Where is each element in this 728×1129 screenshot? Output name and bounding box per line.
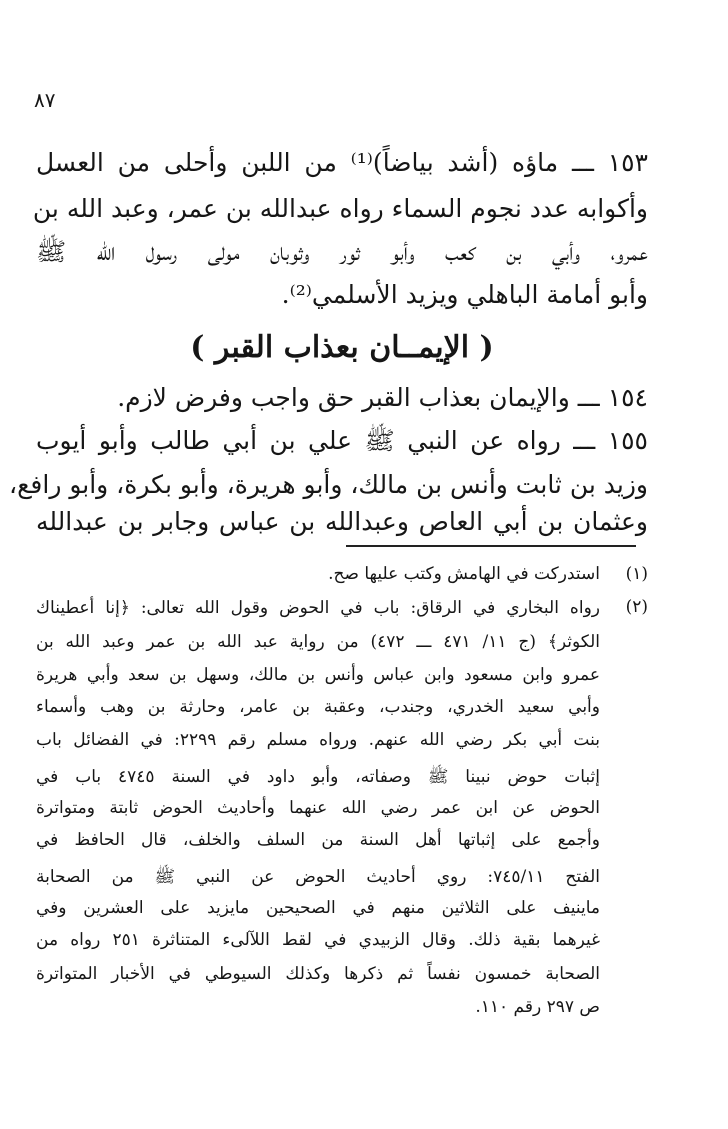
text-line: عمرو، وأبي بن كعب وأبو ثور وثوبان مولى رسول الله ﷺ <box>36 237 648 266</box>
footnote-number: (٢) <box>625 597 648 617</box>
footnote-line: استدركت في الهامش وكتب عليها صح. <box>328 564 600 584</box>
footnote-row <box>36 898 648 924</box>
text-line: وأكوابه عدد نجوم السماء رواه عبدالله بن عمر، وعبد الله بن <box>32 194 648 223</box>
footnote-line: وأجمع على إثباتها أهل السنة من السلف والخلف، قال الحافظ في <box>36 830 600 850</box>
footnote-divider <box>346 545 636 547</box>
footnote-line: عمرو وابن مسعود وابن عباس وأنس بن مالك، وسهل بن سعد وأبي هريرة <box>36 665 600 685</box>
footnote-line: ص ٢٩٧ رقم ١١٠. <box>475 997 600 1017</box>
text-line: وزيد بن ثابت وأنس بن مالك، وأبو هريرة، وأبو بكرة، وأبو رافع، <box>9 470 648 499</box>
footnote-line: رواه البخاري في الرقاق: باب في الحوض وقول الله تعالى: ﴿إنا أعطيناك <box>36 598 600 618</box>
footnote-line: غيرهما بقية ذلك. وقال الزبيدي في لقط اللآلىء المتناثرة ٢٥١ رواه من <box>36 930 600 950</box>
text-line: وعثمان بن أبي العاص وعبدالله بن عباس وجابر بن عبدالله <box>36 507 648 536</box>
footnote-row <box>36 964 648 990</box>
footnote-line: وأبي سعيد الخدري، وجندب، وعقبة بن عامر، وحارثة بن وهب وأسماء <box>36 697 600 717</box>
footnote-number: (١) <box>625 564 648 584</box>
footnote-row <box>36 597 648 623</box>
footnote-row <box>36 631 648 657</box>
text-line: ١٥٣ ـــ ماؤه (أشد بياضاً)⁽¹⁾ من اللبن وأحلى من العسل <box>36 148 648 177</box>
footnote-line: إثبات حوض نبينا ﷺ وصفاته، وأبو داود في السنة ٤٧٤٥ باب في <box>36 767 600 787</box>
footnote-row <box>36 665 648 691</box>
footnote-line: الحوض عن ابن عمر رضي الله عنهما وأحاديث الحوض ثابتة ومتواترة <box>36 798 600 818</box>
footnote-line: الكوثر﴾ (ج ١١/ ٤٧١ ـــ ٤٧٢) من رواية عبد الله بن عمر وعبد الله بن <box>36 632 601 652</box>
footnote-line: الصحابة خمسون نفساً ثم ذكرها وكذلك السيوطي في الأخبار المتواترة <box>36 964 600 984</box>
text-line: ١٥٤ ـــ والإيمان بعذاب القبر حق واجب وفرض لازم. <box>117 383 648 412</box>
text-line: وأبو أمامة الباهلي ويزيد الأسلمي⁽²⁾. <box>281 280 648 309</box>
footnote-row <box>36 997 648 1023</box>
footnote-row <box>36 830 648 856</box>
footnote-line: ماينيف على الثلاثين منهم في الصحيحين مايزيد على العشرين وفي <box>36 898 600 918</box>
footnote-row <box>36 930 648 956</box>
footnote <box>36 564 648 588</box>
footnote-line: الفتح ٧٤٥/١١: روي أحاديث الحوض عن النبي ﷺ من الصحابة <box>36 867 600 887</box>
text-line: ١٥٥ ـــ رواه عن النبي ﷺ علي بن أبي طالب وأبو أيوب <box>36 426 648 455</box>
footnote-row <box>36 798 648 824</box>
section-heading: ( الإيمــان بعذاب القبر ) <box>190 330 494 365</box>
footnote-row <box>36 697 648 723</box>
page-number: ٨٧ <box>34 88 56 112</box>
footnote-row <box>36 730 648 756</box>
footnote-line: بنت أبي بكر رضي الله عنهم. ورواه مسلم رقم ٢٢٩٩: في الفضائل باب <box>36 730 600 750</box>
footnote-row <box>36 766 648 792</box>
footnote-row <box>36 866 648 892</box>
